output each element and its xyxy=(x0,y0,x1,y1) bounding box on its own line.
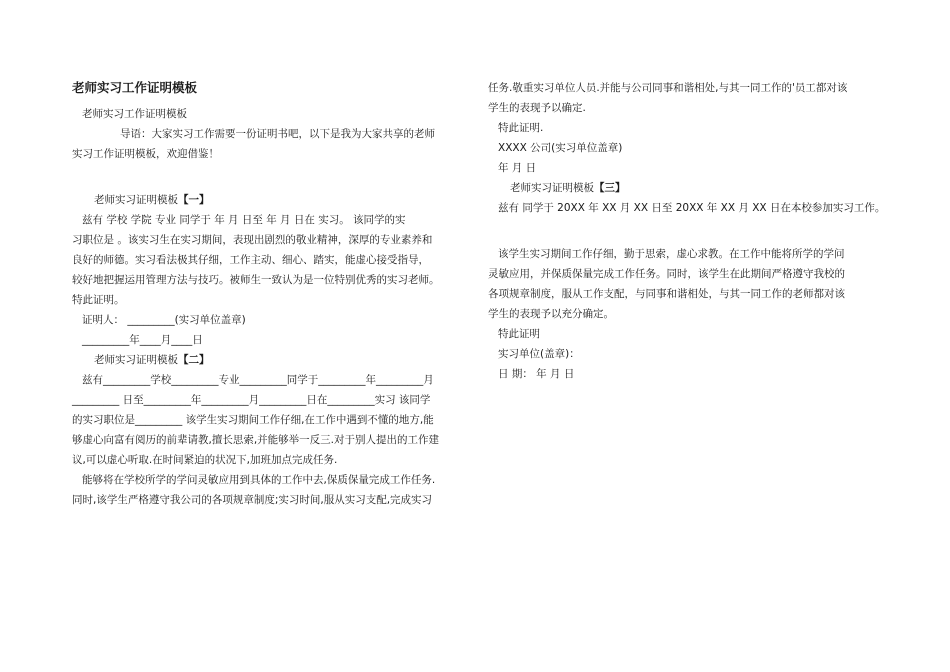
section3-line-4: 学生的表现予以充分确定。 xyxy=(488,308,614,320)
section2-line-2: _________ 日至_________年_________月_________日在_________实习 该同学 xyxy=(72,394,431,406)
section1-heading xyxy=(72,190,462,210)
section1-bracket: 【一】 xyxy=(178,194,210,206)
spacer xyxy=(72,164,462,190)
section3-date-label: 日 期： 年 月 日 xyxy=(498,368,575,380)
section2-continued-1: 任务.敬重实习单位人员.并能与公司同事和谐相处,与其一同工作的'员工都对该 xyxy=(488,82,848,94)
section1-line-4: 较好地把握运用管理方法与技巧。被师生一致认为是一位特别优秀的实习老师。 xyxy=(72,274,440,286)
section3-line-1: 该学生实习期间工作仔细，勤于思索，虚心求教。在工作中能将所学的学问 xyxy=(498,248,845,260)
section2-line-4: 够虚心向富有阅历的前辈请教,擅长思索,并能够举一反三.对于别人提出的工作建 xyxy=(72,434,440,446)
guide-line-1: 导语：大家实习工作需要一份证明书吧，以下是我为大家共享的老师 xyxy=(120,128,435,140)
section3-unit-label: 实习单位(盖章)： xyxy=(498,348,580,360)
document-title: 老师实习工作证明模板 xyxy=(72,80,198,95)
section2-line-7: 同时,该学生严格遵守我公司的各项规章制度;实习时间,服从实习支配,完成实习 xyxy=(72,494,433,506)
section3-heading xyxy=(488,178,878,198)
section1-line-5: 特此证明。 xyxy=(72,294,125,306)
section2-line-6: 能够将在学校所学的学问灵敏应用到具体的工作中去,保质保量完成工作任务. xyxy=(82,474,436,486)
section2-line-3: 的实习职位是_________ 该学生实习期间工作仔细,在工作中遇到不懂的地方,能 xyxy=(72,414,434,426)
section3-line-2: 灵敏应用，并保质保量完成工作任务。同时，该学生在此期间严格遵守我校的 xyxy=(488,268,845,280)
section2-date: 年 月 日 xyxy=(498,162,537,174)
section1-date: _________年____月____日 xyxy=(82,334,203,346)
section3-line-3: 各项规章制度，服从工作支配，与同事和谐相处，与其一同工作的老师都对该 xyxy=(488,288,845,300)
section3-bracket: 【三】 xyxy=(594,182,626,194)
section1-signer: 证明人： _________(实习单位盖章) xyxy=(82,314,246,326)
section2-heading-text: 老师实习证明模板 xyxy=(94,354,178,366)
section3-intro: 兹有 同学于 20XX 年 XX 月 XX 日至 20XX 年 XX 月 XX 日在本校参加实习工作。 xyxy=(498,202,886,214)
section1-heading-text: 老师实习证明模板 xyxy=(94,194,178,206)
spacer xyxy=(488,218,878,244)
section2-closing: 特此证明. xyxy=(498,122,544,134)
section2-line-5: 议,可以虚心听取.在时间紧迫的状况下,加班加点完成任务. xyxy=(72,454,338,466)
section1-line-3: 良好的师德。实习看法极其仔细，工作主动、细心、踏实，能虚心接受指导， xyxy=(72,254,429,266)
left-column xyxy=(72,78,462,510)
right-column xyxy=(488,78,886,384)
guide-line-2: 实习工作证明模板，欢迎借鉴！ xyxy=(72,148,219,160)
section2-line-1: 兹有_________学校_________专业_________同学于_________年_________月 xyxy=(82,374,434,386)
section2-bracket: 【二】 xyxy=(178,354,210,366)
section1-line-2: 习职位是 。该实习生在实习期间，表现出剧烈的敬业精神，深厚的专业素养和 xyxy=(72,234,433,246)
section2-heading xyxy=(72,350,462,370)
document-subtitle: 老师实习工作证明模板 xyxy=(82,108,187,120)
section1-line-1: 兹有 学校 学院 专业 同学于 年 月 日至 年 月 日在 实习。 该同学的实 xyxy=(82,214,406,226)
section3-heading-text: 老师实习证明模板 xyxy=(510,182,594,194)
section2-unit: XXXX 公司(实习单位盖章) xyxy=(498,142,623,154)
section2-continued-2: 学生的表现予以确定. xyxy=(488,102,586,114)
section3-closing: 特此证明 xyxy=(498,328,540,340)
